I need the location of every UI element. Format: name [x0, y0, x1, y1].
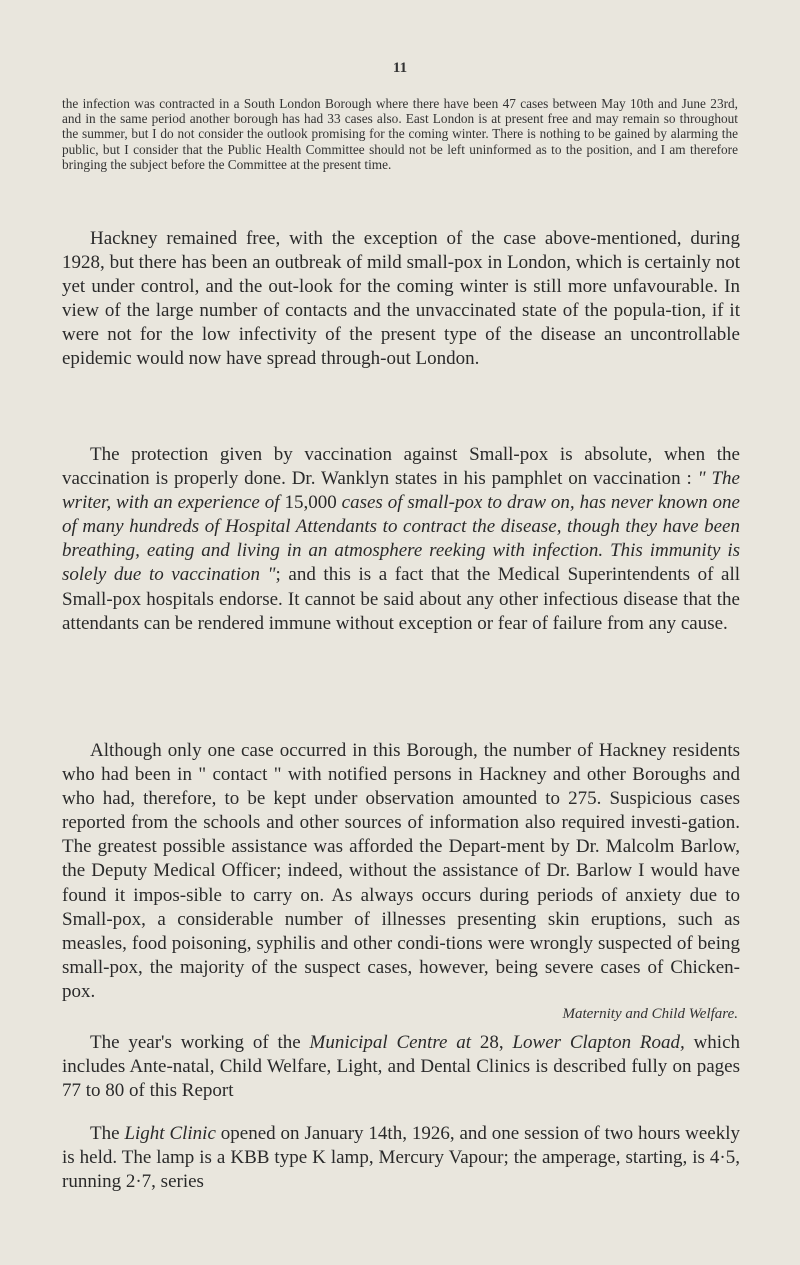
italic-text: Municipal Centre at — [309, 1032, 472, 1053]
paragraph-text: The — [90, 1123, 125, 1144]
paragraph-text: The year's working of the — [90, 1032, 310, 1053]
paragraph-vaccination — [62, 443, 740, 636]
quote-text: cases of small-pox to draw on, has never known one of many hundreds of Hospital Attendants to contract the disease, though they have been breathing, eating and living in an atmosphere reeking with infection. This immunity is solely due to vaccination " — [62, 492, 740, 586]
paragraph-text: which includes Ante-natal, Child Welfare, Light, and Dental Clinics is described fully on pages 77 to 80 of this Report — [62, 1032, 741, 1102]
section-heading: Maternity and Child Welfare. — [562, 1006, 738, 1022]
paragraph-text: ; and this is a fact that the Medical Superintendents of all Small-pox hospitals endorse. It cannot be said about any other infectious disease that the attendants can be rendered immune without exception or fear of failure from any cause. — [62, 564, 740, 634]
italic-text: Light Clinic — [124, 1123, 216, 1144]
paragraph-contacts — [62, 739, 740, 1004]
intro-note: the infection was contracted in a South London Borough where there have been 47 cases between May 10th and June 23rd, and in the same period another borough has had 33 cases also. East London is at present free and may remain so throughout the summer, but I do not consider the outlook promising for the coming winter. There is nothing to be gained by alarming the public, but I consider that the Public Health Committee should not be left uninformed as to the position, and I am therefore bringing the subject before the Committee at the present time. — [62, 96, 738, 172]
paragraph-text: The protection given by vaccination against Small-pox is absolute, when the vaccination is properly done. Dr. Wanklyn states in his pamphlet on vaccination : — [62, 444, 740, 490]
quote-number: 15,000 — [284, 492, 337, 514]
paragraph-hackney-free — [62, 227, 740, 372]
paragraph-light-clinic — [62, 1122, 740, 1194]
paragraph-text: Hackney remained free, with the exception of the case above-mentioned, during 1928, but there has been an outbreak of mild small-pox in London, which is certainly not yet under control, and the out-look for the coming winter is still more unfavourable. In view of the large number of contacts and the unvaccinated state of the popula-tion, if it were not for the low infectivity of the present type of the disease an uncontrollable epidemic would now have spread through-out London. — [62, 228, 740, 370]
quote-text: " The writer, with an experience of — [62, 468, 740, 514]
page-number: 11 — [392, 60, 408, 76]
paragraph-text: opened on January 14th, 1926, and one session of two hours weekly is held. The lamp is a KBB type K lamp, Mercury Vapour; the amperage, starting, is 4·5, running 2·7, series — [62, 1123, 740, 1193]
paragraph-municipal-centre — [62, 1031, 740, 1103]
paragraph-text: 28, — [471, 1032, 513, 1053]
italic-text: Lower Clapton Road, — [512, 1032, 685, 1053]
paragraph-text: Although only one case occurred in this Borough, the number of Hackney residents who had been in " contact " with notified persons in Hackney and other Boroughs and who had, therefore, to be kept under observation amounted to 275. Suspicious cases reported from the schools and other sources of information also required investi-gation. The greatest possible assistance was afforded the Depart-ment by Dr. Malcolm Barlow, the Deputy Medical Officer; indeed, without the assistance of Dr. Barlow I would have found it impos-sible to carry on. As always occurs during periods of anxiety due to Small-pox, a considerable number of illnesses presenting skin eruptions, such as measles, food poisoning, syphilis and other condi-tions were wrongly suspected of being small-pox, the majority of the suspect cases, however, being severe cases of Chicken-pox. — [62, 740, 740, 1002]
